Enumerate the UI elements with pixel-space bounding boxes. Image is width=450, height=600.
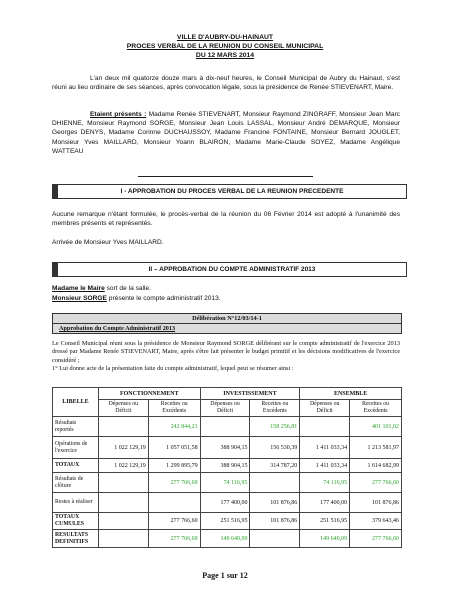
table-cell: 177 400,00 [300, 493, 350, 513]
table-cell: 1 614 682,99 [350, 459, 402, 473]
table-cell [148, 493, 200, 513]
table-header-row [53, 388, 402, 400]
deliberation-number: Délibération N°12/03/14-1 [53, 314, 401, 324]
table-cell: 314 787,20 [250, 459, 300, 473]
mayor-name: Madame le Maire [52, 285, 105, 292]
header-fonctionnement: FONCTIONNEMENT [98, 388, 200, 400]
table-cell: 251 516,95 [300, 513, 350, 530]
attendance-paragraph [52, 110, 400, 156]
table-cell: 242 844,21 [148, 417, 200, 437]
council-text: Le Conseil Municipal réuni sous la présidence de Monsieur Raymond SORGE délibérant sur le compte administratif de l'exercice 2013 dressé par Madame Renée STIEVENART, Maire, après s'être fait présenter le budget primitif et les décisions modificatives de l'exercice considéré ; [52, 340, 400, 364]
table-cell: 388 904,15 [200, 437, 250, 459]
row-label: TOTAUX [53, 459, 99, 473]
header-libelle: LIBELLE [53, 388, 99, 417]
footer-total-pages: 12 [239, 571, 248, 580]
table-cell: 277 766,60 [350, 473, 402, 493]
table-cell: 1 411 033,34 [300, 437, 350, 459]
table-cell: 1 057 051,58 [148, 437, 200, 459]
table-cell: 74 116,95 [300, 473, 350, 493]
table-cell: 388 904,15 [200, 459, 250, 473]
row-label: Résultats de clôture [53, 473, 99, 493]
table-row [53, 437, 402, 459]
table-cell: 177 400,00 [200, 493, 250, 513]
table-cell: 74 116,95 [200, 473, 250, 493]
table-cell: 101 876,86 [350, 493, 402, 513]
mayor-leaves-line [52, 284, 400, 293]
table-cell [200, 417, 250, 437]
table-cell: 277 766,60 [148, 513, 200, 530]
table-cell: 277 766,60 [148, 473, 200, 493]
table-row [53, 530, 402, 548]
table-row [53, 513, 402, 530]
row-label: RESULTATS DEFINITIFS [53, 530, 99, 548]
subheader-cell: Dépenses ou Déficit [300, 400, 350, 417]
section-1-text: Aucune remarque n'étant formulée, le procès-verbal de la réunion du 06 Février 2014 est adopté à l'unanimité des membres présents et représentés. [52, 211, 400, 228]
table-row [53, 493, 402, 513]
table-cell: 1 022 129,19 [98, 459, 148, 473]
table-cell: 1 213 581,97 [350, 437, 402, 459]
separator-line [138, 176, 313, 177]
subheader-cell: Dépenses ou Déficit [200, 400, 250, 417]
section-2-heading: II – APPROBATION DU COMPTE ADMINISTRATIF 2013 [52, 262, 407, 277]
table-cell: 1 299 895,79 [148, 459, 200, 473]
page-footer [0, 571, 450, 580]
deliberation-box [52, 313, 402, 334]
table-cell [98, 513, 148, 530]
footer-middle: sur [224, 571, 240, 580]
table-row [53, 473, 402, 493]
table-cell: 277 766,60 [148, 530, 200, 548]
row-label: TOTAUX CUMULES [53, 513, 99, 530]
table-cell [250, 473, 300, 493]
table-cell: 277 766,60 [350, 530, 402, 548]
table-cell: 251 516,95 [200, 513, 250, 530]
presenter-line [52, 294, 400, 303]
document-title: PROCES VERBAL DE LA REUNION DU CONSEIL MUNICIPAL [126, 43, 324, 50]
table-subheader-row [53, 400, 402, 417]
subheader-cell: Dépenses ou Déficit [98, 400, 148, 417]
subheader-cell: Recettes ou Excédents [250, 400, 300, 417]
row-label: Restes à réaliser [53, 493, 99, 513]
deliberation-subject: Approbation du Compte Administratif 2013 [53, 324, 401, 333]
table-row [53, 459, 402, 473]
table-cell: 379 643,46 [350, 513, 402, 530]
header-investissement: INVESTISSEMENT [200, 388, 300, 400]
table-cell [98, 417, 148, 437]
table-cell: 101 876,86 [250, 513, 300, 530]
attendance-label: Etaient présents : [90, 111, 147, 118]
row-label: Résultats reportés [53, 417, 99, 437]
table-cell: 158 256,81 [250, 417, 300, 437]
footer-current-page: 1 [220, 571, 225, 580]
table-cell [250, 530, 300, 548]
table-cell [98, 530, 148, 548]
section-1-heading: I - APPROBATION DU PROCES VERBAL DE LA REUNION PRECEDENTE [52, 184, 407, 199]
row-label: Opérations de l'exercice [53, 437, 99, 459]
arrival-note: Arrivée de Monsieur Yves MAILLARD. [52, 239, 164, 246]
administrative-account-table [52, 387, 402, 548]
table-cell [98, 473, 148, 493]
table-cell: 1 022 129,19 [98, 437, 148, 459]
attendance-list: Madame Renée STIEVENART, Monsieur Raymond ZINGRAFF, Monsieur Jean Marc DHIENNE, Monsieur Raymond SORGE, Monsieur Jean Louis LASSAL, Monsieur André DEMARQUE, Monsieur Georges DENYS, Madame Corinne DUCHAUSSOY, Madame Francine FONTAINE, Monsieur Bernard JOUGLET, Monsieur Yves MAILLARD, Monsieur Yoann BLAIRON, Madame Marie-Claude SOYEZ, Madame Angélique WATTEAU [52, 111, 400, 155]
mayor-leaves-text: sort de la salle. [104, 285, 151, 292]
table-cell [98, 493, 148, 513]
table-cell: 149 640,09 [300, 530, 350, 548]
table-cell [300, 417, 350, 437]
intro-paragraph: L'an deux mil quatorze douze mars à dix-neuf heures, le Conseil Municipal de Aubry du Hainaut, s'est réuni au lieu ordinaire de ses séances, après convocation légale, sous la présidence de Renée STIEVENART, Maire. [52, 75, 400, 92]
presenter-text: présente le compte administratif 2013. [106, 295, 221, 302]
subheader-cell: Recettes ou Excédents [148, 400, 200, 417]
meeting-date: DU 12 MARS 2014 [195, 52, 255, 59]
council-point: 1° Lui donne acte de la présentation faite du compte administratif, lequel peut se résumer ainsi : [52, 365, 294, 372]
presenter-name: Monsieur SORGE [52, 295, 107, 302]
table-cell: 1 411 033,34 [300, 459, 350, 473]
table-cell: 101 876,86 [250, 493, 300, 513]
town-title: VILLE D'AUBRY-DU-HAINAUT [176, 34, 274, 41]
table-cell: 156 530,39 [250, 437, 300, 459]
table-cell: 401 101,02 [350, 417, 402, 437]
header-ensemble: ENSEMBLE [300, 388, 402, 400]
table-cell: 149 640,09 [200, 530, 250, 548]
table-row [53, 417, 402, 437]
subheader-cell: Recettes ou Excédents [350, 400, 402, 417]
footer-prefix: Page [202, 571, 221, 580]
